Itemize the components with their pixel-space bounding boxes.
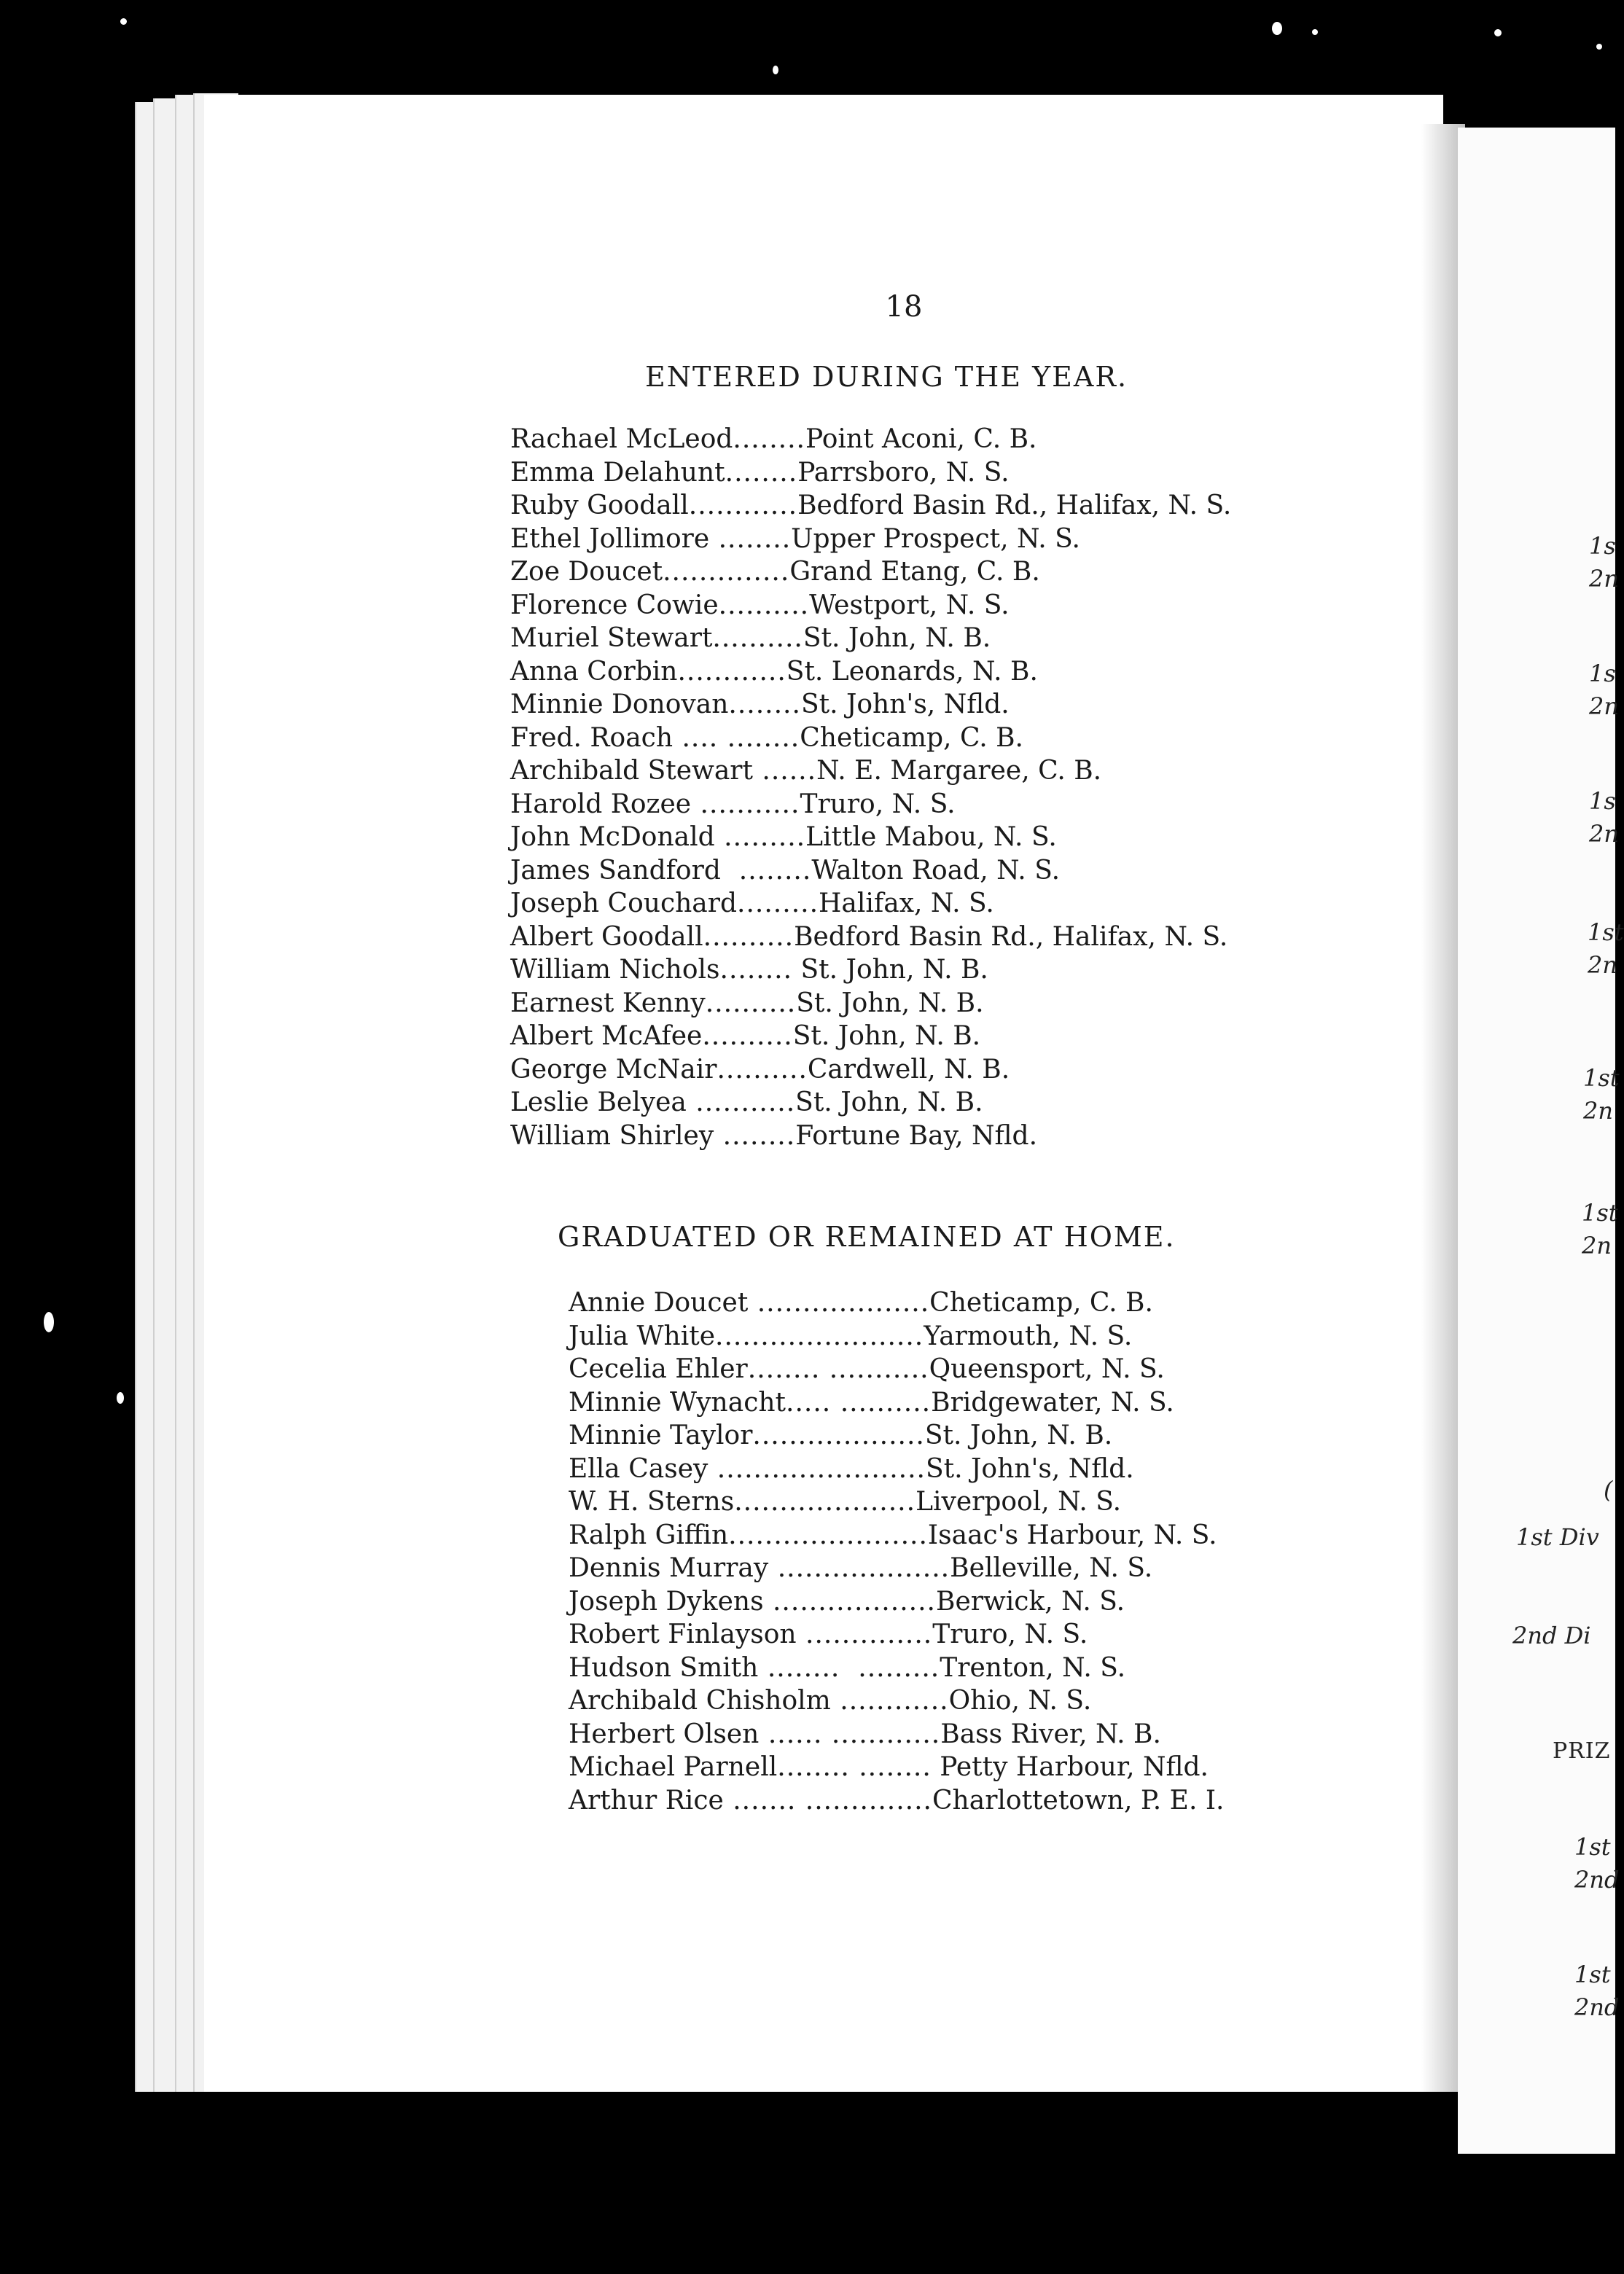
leader-dots: ........ (720, 855, 812, 886)
list-item (510, 1120, 1231, 1153)
page-number: 18 (885, 290, 923, 324)
student-name: W. H. Sterns (569, 1487, 735, 1517)
dust-speck (44, 1312, 54, 1332)
student-name: Anna Corbin (510, 656, 678, 687)
leader-dots: ....... .............. (723, 1785, 932, 1816)
home-place: Berwick, N. S. (935, 1586, 1125, 1617)
leader-dots: ............ (677, 656, 786, 687)
list-item (510, 456, 1231, 490)
list-item (569, 1751, 1225, 1784)
home-place: Bass River, N. B. (940, 1719, 1161, 1749)
home-place: Point Aconi, C. B. (805, 424, 1037, 454)
list-item (510, 854, 1231, 888)
home-place: St. John's, Nfld. (800, 689, 1010, 719)
list-item (510, 622, 1231, 655)
student-name: Albert McAfee (510, 1021, 703, 1051)
home-place: Isaac's Harbour, N. S. (927, 1520, 1217, 1550)
list-item (510, 655, 1231, 689)
student-name: Albert Goodall (510, 921, 703, 952)
home-place: St. John, N. B. (796, 988, 984, 1018)
leader-dots: ....................... (715, 1321, 924, 1351)
student-name: Minnie Taylor (569, 1421, 753, 1450)
leader-dots: ........ ........... (747, 1354, 929, 1384)
home-place: St. John, N. B. (924, 1421, 1113, 1450)
facing-page-fragment: 1st (1582, 1199, 1618, 1227)
facing-page-fragment: 2nd (1574, 1993, 1620, 2021)
leader-dots: ........ (709, 523, 792, 554)
facing-page-fragment: 1s (1589, 787, 1616, 815)
facing-page (1458, 128, 1624, 2154)
leader-dots: ....................... (708, 1453, 926, 1484)
home-place: St. John, N. B. (795, 1087, 983, 1117)
facing-page-fragment: 2nd (1574, 1866, 1620, 1894)
home-place: Truro, N. S. (932, 1619, 1088, 1649)
home-place: Belleville, N. S. (950, 1553, 1153, 1583)
leader-dots: ........ ........ (777, 1752, 932, 1782)
list-item (569, 1453, 1225, 1486)
list-item (569, 1652, 1225, 1685)
student-name: Joseph Couchard (510, 888, 738, 918)
facing-page-fragment: 2n (1589, 565, 1619, 593)
dust-speck (1596, 44, 1602, 50)
student-name: Ethel Jollimore (510, 523, 710, 554)
leader-dots: ............ (830, 1686, 949, 1716)
home-place: Cheticamp, C. B. (929, 1288, 1153, 1318)
leader-dots: .............. (663, 557, 790, 587)
home-place: Charlottetown, P. E. I. (932, 1785, 1225, 1816)
facing-page-fragment: 2n (1582, 1232, 1612, 1259)
facing-page-fragment: PRIZ (1553, 1738, 1611, 1764)
home-place: Bridgewater, N. S. (931, 1387, 1174, 1418)
list-item (569, 1585, 1225, 1619)
student-name: Cecelia Ehler (569, 1354, 748, 1384)
student-name: John McDonald (510, 822, 715, 852)
student-name: Minnie Wynacht (569, 1387, 786, 1418)
leader-dots: .................. (763, 1586, 936, 1617)
student-name: Joseph Dykens (569, 1586, 764, 1617)
home-place: Cardwell, N. B. (807, 1054, 1010, 1085)
list-item (510, 987, 1231, 1020)
leader-dots: .................... (734, 1487, 916, 1517)
leader-dots: ........... (691, 789, 800, 819)
dust-speck (120, 18, 127, 25)
list-item (510, 555, 1231, 589)
list-item (510, 722, 1231, 755)
home-place: Grand Etang, C. B. (789, 557, 1040, 587)
leader-dots: ..... .......... (786, 1387, 932, 1418)
home-place: Queensport, N. S. (929, 1354, 1165, 1384)
student-name: Michael Parnell (569, 1752, 778, 1782)
list-item (569, 1784, 1225, 1818)
list-item (510, 1053, 1231, 1087)
facing-page-fragment: 2n (1588, 951, 1617, 979)
home-place: Yarmouth, N. S. (924, 1321, 1133, 1351)
home-place: Halifax, N. S. (819, 888, 994, 918)
facing-page-fragment: 2n (1589, 692, 1619, 720)
leader-dots: ...... (752, 756, 817, 786)
student-name: Earnest Kenny (510, 988, 706, 1018)
list-item (569, 1485, 1225, 1519)
list-item (510, 489, 1231, 523)
student-name: Archibald Chisholm (569, 1686, 831, 1716)
list-item (569, 1419, 1225, 1453)
student-name: Ralph Giffin (569, 1520, 729, 1550)
student-name: Leslie Belyea (510, 1087, 687, 1117)
list-item (510, 1020, 1231, 1053)
facing-page-fragment: 1s (1589, 660, 1616, 687)
facing-page-fragment: 1st (1583, 1064, 1620, 1092)
leader-dots: ........... (686, 1087, 796, 1117)
student-name: Muriel Stewart (510, 623, 713, 653)
leader-dots: ......... (714, 822, 806, 852)
student-name: Archibald Stewart (510, 756, 753, 786)
student-name: Arthur Rice (569, 1785, 724, 1816)
leader-dots: ...... ............ (759, 1719, 941, 1749)
home-place: Petty Harbour, Nfld. (931, 1752, 1209, 1782)
list-item (510, 821, 1231, 854)
list-item (510, 953, 1231, 987)
home-place: Parrsboro, N. S. (797, 457, 1010, 488)
home-place: St. John's, Nfld. (925, 1453, 1134, 1484)
list-item (569, 1286, 1225, 1320)
list-item (510, 1086, 1231, 1120)
home-place: St. John, N. B. (792, 955, 988, 985)
leader-dots: ........ (725, 457, 798, 488)
student-name: James Sandford (510, 855, 721, 886)
leader-dots: ......... (737, 888, 819, 918)
dust-speck (117, 1392, 124, 1404)
home-place: Truro, N. S. (800, 789, 956, 819)
student-name: Dennis Murray (569, 1553, 769, 1583)
facing-page-fragment: 1st (1574, 1961, 1611, 1988)
leader-dots: .......... (712, 623, 803, 653)
leader-dots: ................... (768, 1553, 950, 1583)
list-item (510, 887, 1231, 921)
student-name: Annie Doucet (569, 1288, 749, 1318)
leader-dots: ............ (688, 491, 798, 520)
facing-page-fragment: 2n (1583, 1097, 1613, 1125)
home-place: Walton Road, N. S. (811, 855, 1061, 886)
home-place: St. John, N. B. (792, 1021, 981, 1051)
home-place: Cheticamp, C. B. (800, 722, 1023, 753)
list-item (569, 1353, 1225, 1386)
leader-dots: .......... (703, 921, 795, 952)
facing-page-fragment: 1st (1574, 1833, 1611, 1861)
student-name: William Nichols (510, 955, 720, 985)
dust-speck (1272, 22, 1282, 35)
student-name: Hudson Smith (569, 1652, 759, 1683)
facing-page-fragment: 2nd Di (1512, 1622, 1591, 1649)
home-place: Trenton, N. S. (940, 1652, 1126, 1683)
leader-dots: ................... (752, 1421, 925, 1450)
entered-list (510, 423, 1231, 1152)
list-item (510, 423, 1231, 456)
student-name: Fred. Roach (510, 722, 674, 753)
facing-page-fragment: 2n (1589, 820, 1619, 848)
student-name: William Shirley (510, 1120, 714, 1151)
list-item (510, 688, 1231, 722)
student-name: Minnie Donovan (510, 689, 729, 719)
facing-page-fragment: 1st Div (1516, 1523, 1599, 1551)
list-item (510, 523, 1231, 556)
list-item (569, 1718, 1225, 1751)
graduated-list (569, 1286, 1225, 1817)
facing-page-fragment: ( (1604, 1476, 1613, 1504)
leader-dots: ........ (733, 424, 805, 454)
list-item (569, 1320, 1225, 1353)
student-name: Florence Cowie (510, 590, 719, 620)
home-place: Westport, N. S. (809, 590, 1010, 620)
student-name: Rachael McLeod (510, 424, 733, 454)
student-name: Robert Finlayson (569, 1619, 797, 1649)
list-item (510, 754, 1231, 788)
leader-dots: .......... (705, 988, 797, 1018)
home-place: Liverpool, N. S. (916, 1487, 1122, 1517)
leader-dots: ........ (719, 955, 793, 985)
section-heading-graduated: GRADUATED OR REMAINED AT HOME. (558, 1221, 1176, 1253)
dust-speck (1312, 29, 1318, 35)
leader-dots: ...................... (728, 1520, 928, 1550)
student-name: Ruby Goodall (510, 491, 689, 520)
list-item (569, 1684, 1225, 1718)
home-place: Ohio, N. S. (948, 1686, 1092, 1716)
student-name: Zoe Doucet (510, 557, 663, 587)
home-place: Bedford Basin Rd., Halifax, N. S. (797, 491, 1232, 520)
facing-page-fragment: 1s (1589, 532, 1616, 560)
leader-dots: .... ........ (673, 722, 800, 753)
list-item (569, 1618, 1225, 1652)
student-name: Emma Delahunt (510, 457, 725, 488)
list-item (510, 788, 1231, 821)
student-name: Ella Casey (569, 1453, 708, 1484)
leader-dots: ........ (714, 1120, 796, 1151)
home-place: St. John, N. B. (803, 623, 991, 653)
leader-dots: .............. (796, 1619, 933, 1649)
leader-dots: ........ ......... (758, 1652, 940, 1683)
home-place: Fortune Bay, Nfld. (795, 1120, 1038, 1151)
home-place: Little Mabou, N. S. (805, 822, 1057, 852)
leader-dots: ........ (728, 689, 801, 719)
student-name: George McNair (510, 1054, 717, 1085)
list-item (569, 1552, 1225, 1585)
home-place: Bedford Basin Rd., Halifax, N. S. (794, 921, 1228, 952)
dust-speck (773, 66, 778, 74)
facing-page-fragment: 1st (1588, 918, 1624, 946)
student-name: Julia White (569, 1321, 716, 1351)
dust-speck (1494, 29, 1502, 36)
leader-dots: .......... (717, 1054, 808, 1085)
list-item (510, 921, 1231, 954)
section-heading-entered: ENTERED DURING THE YEAR. (645, 361, 1128, 393)
home-place: Upper Prospect, N. S. (791, 523, 1080, 554)
student-name: Herbert Olsen (569, 1719, 760, 1749)
list-item (569, 1519, 1225, 1552)
list-item (569, 1386, 1225, 1420)
leader-dots: ................... (748, 1288, 930, 1318)
home-place: St. Leonards, N. B. (786, 656, 1038, 687)
list-item (510, 589, 1231, 622)
leader-dots: .......... (718, 590, 810, 620)
leader-dots: .......... (702, 1021, 793, 1051)
home-place: N. E. Margaree, C. B. (816, 756, 1102, 786)
student-name: Harold Rozee (510, 789, 692, 819)
